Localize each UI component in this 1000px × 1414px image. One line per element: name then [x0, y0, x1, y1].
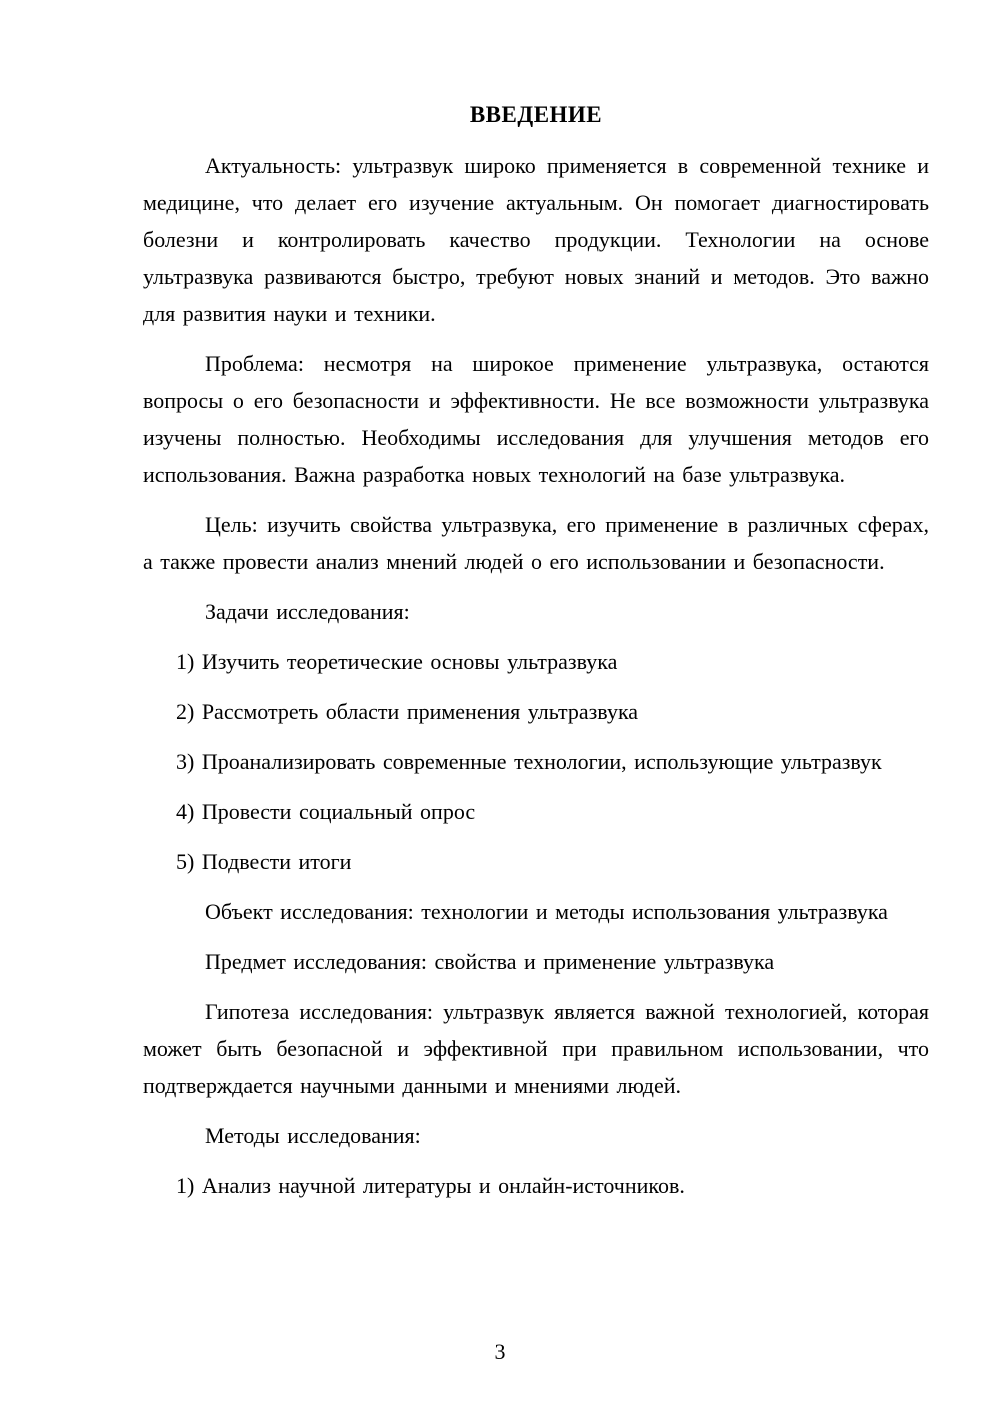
list-item-task-1: 1) Изучить теоретические основы ультразвука	[176, 649, 618, 674]
paragraph-obekt: Объект исследования: технологии и методы использования ультразвука	[205, 899, 888, 924]
list-item-task-5: 5) Подвести итоги	[176, 849, 352, 874]
list-item-method-1: 1) Анализ научной литературы и онлайн-источников.	[176, 1173, 685, 1198]
paragraph-aktualnost: Актуальность: ультразвук широко применяется в современной технике и медицине, что делает его изучение актуальным. Он помогает диагностировать болезни и контролировать качество продукции. Технологии на основе ультразвука развиваются быстро, требуют новых знаний и методов. Это важно для развития науки и техники.	[143, 153, 929, 326]
list-item-task-2: 2) Рассмотреть области применения ультразвука	[176, 699, 639, 724]
paragraph-predmet: Предмет исследования: свойства и применение ультразвука	[205, 949, 775, 974]
list-item-task-3: 3) Проанализировать современные технологии, использующие ультразвук	[176, 749, 882, 774]
paragraph-zadachi-header: Задачи исследования:	[205, 599, 410, 624]
page-number: 3	[494, 1339, 506, 1364]
paragraph-gipoteza: Гипотеза исследования: ультразвук является важной технологией, которая может быть безопасной и эффективной при правильном использовании, что подтверждается научными данными и мнениями людей.	[143, 999, 929, 1098]
document-content	[143, 96, 929, 1217]
list-item-task-4: 4) Провести социальный опрос	[176, 799, 476, 824]
paragraph-metody-header: Методы исследования:	[205, 1123, 421, 1148]
page-title: ВВЕДЕНИЕ	[469, 102, 603, 127]
paragraph-problema: Проблема: несмотря на широкое применение ультразвука, остаются вопросы о его безопасности и эффективности. Не все возможности ультразвука изучены полностью. Необходимы исследования для улучшения методов его использования. Важна разработка новых технологий на базе ультразвука.	[143, 351, 929, 487]
paragraph-tsel: Цель: изучить свойства ультразвука, его применение в различных сферах, а также провести анализ мнений людей о его использовании и безопасности.	[143, 512, 929, 574]
